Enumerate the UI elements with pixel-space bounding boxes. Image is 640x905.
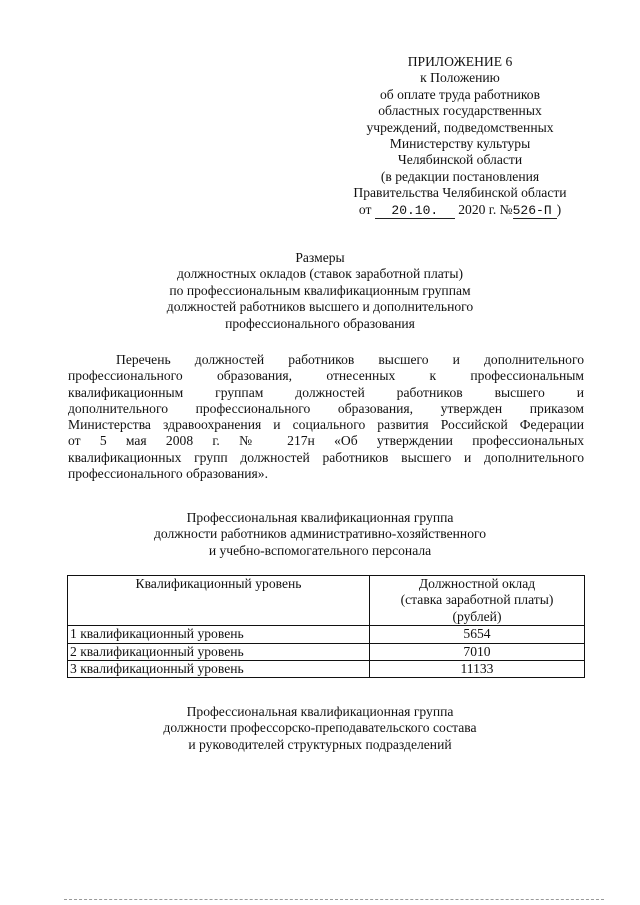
table-row <box>68 661 585 678</box>
paragraph-line: профессионального образования, отнесенных к профессиональным <box>68 368 584 384</box>
group-heading-line: должности работников административно-хозяйственного <box>153 526 487 542</box>
paragraph-line: квалификационных групп должностей работников высшего и дополнительного <box>68 449 584 465</box>
date-prefix: от <box>358 201 372 217</box>
page-bottom-rule <box>64 899 604 900</box>
group-heading-line: Профессиональная квалификационная группа <box>186 704 454 719</box>
paragraph-line: Министерства здравоохранения и социального развития Российской Федерации <box>68 417 584 433</box>
appendix-line: об оплате труда работников <box>379 86 541 102</box>
resolution-number: 526-П <box>513 203 557 219</box>
table-row <box>68 626 585 643</box>
header-salary-line: (ставка заработной платы) <box>400 592 554 608</box>
group-heading-teaching <box>60 704 580 753</box>
paragraph-line: профессионального образования». <box>68 466 269 482</box>
appendix-line: Правительства Челябинской области <box>353 185 567 201</box>
title-line: Размеры <box>295 250 345 265</box>
paragraph-line: от 5 мая 2008 г. № 217н «Об утверждении профессиональных <box>68 433 584 449</box>
paragraph-line: Перечень должностей работников высшего и дополнительного <box>116 352 584 367</box>
level-cell: 2 квалификационный уровень <box>68 643 370 660</box>
header-level: Квалификационный уровень <box>68 576 370 626</box>
resolution-date-line <box>336 202 584 219</box>
title-line: должностных окладов (ставок заработной платы) <box>176 266 464 282</box>
salary-cell: 5654 <box>370 626 585 643</box>
paragraph-line: дополнительного профессионального образования, утвержден приказом <box>68 400 584 416</box>
group-heading-line: должности профессорско-преподавательского состава <box>163 720 477 736</box>
level-cell: 1 квалификационный уровень <box>68 626 370 643</box>
appendix-title: ПРИЛОЖЕНИЕ 6 <box>407 54 513 69</box>
appendix-header <box>336 54 584 219</box>
salary-cell: 7010 <box>370 643 585 660</box>
table-header-row <box>68 576 585 626</box>
title-line: должностей работников высшего и дополнительного <box>166 299 474 315</box>
appendix-line: (в редакции постановления <box>380 168 540 184</box>
group-heading-line: и руководителей структурных подразделений <box>188 736 452 752</box>
appendix-line: областных государственных <box>378 103 542 119</box>
paragraph-line: квалификационным группам должностей работников высшего и <box>68 384 584 400</box>
table-row <box>68 643 585 660</box>
resolution-date: 20.10. <box>375 203 455 219</box>
group-heading-line: и учебно-вспомогательного персонала <box>208 542 432 558</box>
closing-paren: ) <box>556 201 562 217</box>
intro-paragraph <box>68 352 584 482</box>
group-heading-administrative <box>60 510 580 559</box>
appendix-line: Министерству культуры <box>389 136 531 152</box>
header-salary-line: Должностной оклад <box>418 576 536 591</box>
salary-table <box>67 575 585 678</box>
title-line: по профессиональным квалификационным группам <box>169 282 471 298</box>
header-salary-line: (рублей) <box>452 608 502 624</box>
appendix-line: Челябинской области <box>397 152 523 168</box>
group-heading-line: Профессиональная квалификационная группа <box>186 510 454 525</box>
header-salary <box>370 576 585 626</box>
resolution-year: 2020 г. № <box>458 201 513 217</box>
appendix-line: к Положению <box>420 70 500 86</box>
salary-cell: 11133 <box>370 661 585 678</box>
title-line: профессионального образования <box>225 315 415 331</box>
level-cell: 3 квалификационный уровень <box>68 661 370 678</box>
document-title <box>60 250 580 332</box>
appendix-line: учреждений, подведомственных <box>366 119 554 135</box>
